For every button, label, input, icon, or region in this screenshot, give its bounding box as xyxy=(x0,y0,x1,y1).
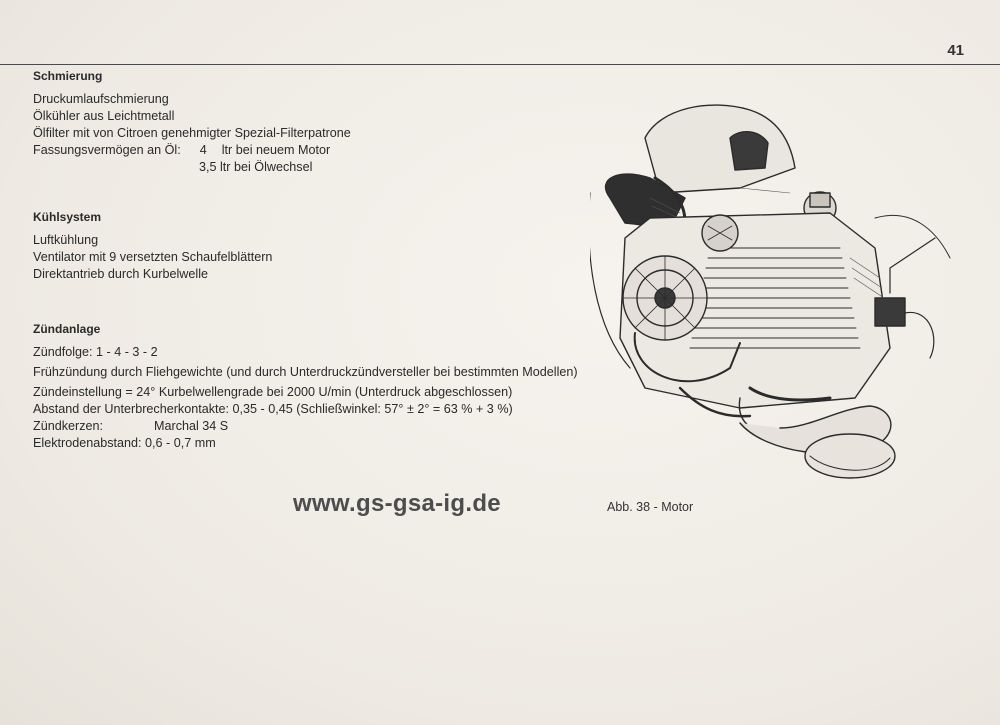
oil-capacity-change: 3,5 ltr bei Ölwechsel xyxy=(199,160,313,174)
cooling-line: Ventilator mit 9 versetzten Schaufelblättern xyxy=(33,250,273,264)
ignition-timing: Zündeinstellung = 24° Kurbelwellengrade bei 2000 U/min (Unterdruck abgeschlossen) xyxy=(33,385,513,399)
figure-caption: Abb. 38 - Motor xyxy=(607,500,694,514)
lubrication-line: Ölkühler aus Leichtmetall xyxy=(33,109,175,123)
header-rule xyxy=(0,64,1000,65)
website-watermark: www.gs-gsa-ig.de xyxy=(293,490,501,517)
section-title-ignition: Zündanlage xyxy=(33,322,101,336)
cooling-line: Direktantrieb durch Kurbelwelle xyxy=(33,267,208,281)
spark-plugs-line xyxy=(33,418,618,435)
lubrication-line: Druckumlaufschmierung xyxy=(33,92,169,106)
section-title-cooling: Kühlsystem xyxy=(33,210,102,224)
contact-gap: Abstand der Unterbrecherkontakte: 0,35 - 0,45 (Schließwinkel: 57° ± 2° = 63 % + 3 %) xyxy=(33,402,513,416)
cooling-line: Luftkühlung xyxy=(33,233,99,247)
spark-plugs-value: Marchal 34 S xyxy=(154,419,229,433)
section-cooling xyxy=(33,209,272,283)
section-ignition xyxy=(33,321,618,452)
ignition-advance: Frühzündung durch Fliehgewichte (und durch Unterdruckzündversteller bei bestimmten Modellen) xyxy=(33,365,578,379)
firing-order: Zündfolge: 1 - 4 - 3 - 2 xyxy=(33,345,158,359)
lubrication-line: Ölfilter mit von Citroen genehmigter Spezial-Filterpatrone xyxy=(33,126,351,140)
engine-illustration xyxy=(590,98,960,490)
oil-capacity-label: Fassungsvermögen an Öl: xyxy=(33,143,181,157)
spark-plugs-label: Zündkerzen: xyxy=(33,419,104,433)
page-number: 41 xyxy=(947,42,964,59)
section-title-lubrication: Schmierung xyxy=(33,69,103,83)
section-lubrication xyxy=(33,68,351,176)
electrode-gap: Elektrodenabstand: 0,6 - 0,7 mm xyxy=(33,436,216,450)
oil-capacity-new-text: ltr bei neuem Motor xyxy=(221,143,331,157)
oil-capacity-new-value: 4 xyxy=(199,143,207,157)
oil-capacity-line xyxy=(33,142,351,159)
